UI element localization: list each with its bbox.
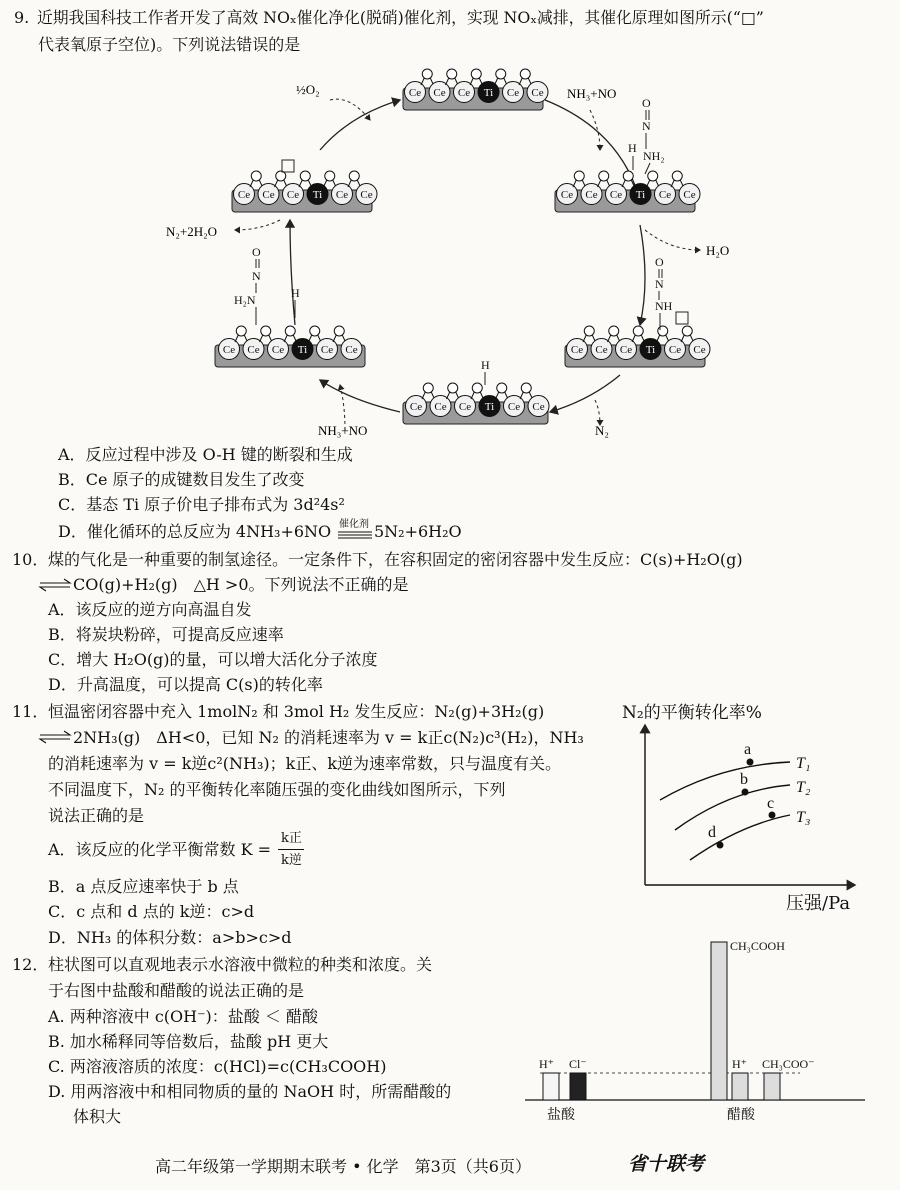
svg-text:H: H [481, 358, 490, 372]
oxygen-atom [251, 171, 261, 181]
o-bond [573, 180, 576, 187]
q12-bar-chart [525, 939, 865, 1123]
oxygen-atom [574, 171, 584, 181]
ce-atom-label: Ce [408, 87, 422, 99]
o-bond [632, 335, 635, 342]
ce-atom-label: Ce [320, 344, 334, 356]
point-a [747, 759, 754, 766]
o-bond [348, 180, 351, 187]
o-bond [333, 335, 336, 342]
ce-atom-label: Ce [609, 189, 623, 201]
q10-number: 10． [12, 550, 49, 569]
o-bond [598, 180, 601, 187]
oxygen-atom [497, 383, 507, 393]
oxygen-atom [300, 171, 310, 181]
ti-atom-label: Ti [645, 344, 656, 356]
svg-text:N: N [252, 269, 261, 283]
oxygen-atom [261, 326, 271, 336]
o-bond [324, 180, 327, 187]
oxygen-atom [423, 383, 433, 393]
bar-label-3: H⁺ [732, 1057, 747, 1071]
ce-atom-label: Ce [409, 401, 423, 413]
oxygen-atom [623, 171, 633, 181]
q11-option-b: B．a 点反应速率快于 b 点 [48, 877, 239, 896]
ce-atom-label: Ce [668, 344, 682, 356]
o-bond [608, 335, 611, 342]
ce-atom-label: Ce [506, 87, 520, 99]
q11-equilibrium-arrow [40, 731, 70, 743]
o-bond [275, 180, 278, 187]
o-bond [446, 78, 449, 85]
q11-graph-xlabel: 压强/Pa [786, 893, 851, 914]
oxygen-atom [521, 383, 531, 393]
label-nh3-no-bottom: NH₃+NO [318, 423, 368, 438]
q10-option-d: D．升高温度，可以提高 C(s)的转化率 [48, 675, 323, 694]
q12-option-c: C. 两溶液溶质的浓度：c(HCl)=c(CH₃COOH) [48, 1057, 387, 1076]
point-c-label: c [767, 795, 775, 812]
q11-number: 11． [12, 702, 49, 721]
q11-graph-ylabel: N₂的平衡转化率% [622, 703, 762, 723]
q9-option-d-prefix: D．催化循环的总反应为 4NH₃+6NO [58, 522, 332, 541]
point-d-label: d [708, 824, 716, 841]
oxygen-atom [236, 326, 246, 336]
svg-text:NH: NH [655, 299, 673, 313]
ti-atom-label: Ti [484, 401, 495, 413]
o-bond [622, 180, 625, 187]
svg-text:O: O [655, 255, 664, 269]
curve-t2-label: T₂ [796, 779, 811, 796]
point-d [717, 842, 724, 849]
bar-label-4: CH₃COO⁻ [762, 1057, 815, 1071]
point-b-label: b [740, 771, 748, 788]
ce-atom-label: Ce [360, 189, 373, 201]
svg-text:O: O [252, 245, 261, 259]
q12-option-a: A. 两种溶液中 c(OH⁻)：盐酸 ＜ 醋酸 [48, 1007, 318, 1026]
svg-text:NH₂: NH₂ [643, 149, 665, 163]
oxygen-atom [472, 383, 482, 393]
ce-atom-label: Ce [560, 189, 574, 201]
o-bond [519, 78, 522, 85]
o-bond [284, 335, 287, 342]
ce-atom-label: Ce [658, 189, 672, 201]
q11-option-a-denominator: k逆 [281, 853, 302, 868]
o-bond [647, 180, 650, 187]
q9-number: 9. [14, 8, 30, 27]
ce-atom-label: Ce [458, 401, 472, 413]
q11-stem-line3: 的消耗速率为 v = k逆c²(NH₃)；k正、k逆为速率常数，只与温度有关。 [48, 754, 562, 773]
svg-text:N: N [655, 277, 664, 291]
bar-4 [764, 1073, 780, 1100]
q9-option-d-condition: 催化剂 [339, 519, 369, 530]
oxygen-atom [648, 171, 658, 181]
o-bond [421, 78, 424, 85]
q9-option-a: A．反应过程中涉及 O-H 键的断裂和生成 [58, 445, 353, 464]
bar-2 [711, 942, 727, 1100]
ce-atom-label: Ce [271, 344, 285, 356]
ce-atom-label: Ce [570, 344, 584, 356]
oxygen-atom [609, 326, 619, 336]
o-bond [422, 392, 425, 399]
o-bond [299, 180, 302, 187]
ce-atom-label: Ce [595, 344, 608, 356]
label-nh3-no-top: NH₃+NO [567, 86, 617, 101]
ce-atom-label: Ce [693, 344, 706, 356]
bar-0 [543, 1073, 559, 1100]
ti-atom-label: Ti [483, 87, 494, 99]
ce-atom-label: Ce [433, 87, 446, 99]
o-bond [260, 335, 263, 342]
group-label-acetic: 醋酸 [727, 1108, 755, 1123]
oxygen-atom [448, 383, 458, 393]
bar-label-2: CH₃COOH [730, 939, 785, 953]
q12-option-d1: D. 用两溶液中和相同物质的量的 NaOH 时，所需醋酸的 [48, 1082, 452, 1101]
oxygen-atom [471, 69, 481, 79]
point-b [742, 789, 749, 796]
o-bond [470, 78, 473, 85]
q9-option-b: B．Ce 原子的成键数目发生了改变 [58, 470, 305, 489]
ce-atom-label: Ce [507, 401, 521, 413]
q12-stem-line2: 于右图中盐酸和醋酸的说法正确的是 [48, 981, 305, 1000]
curve-t3-label: T₃ [796, 809, 811, 826]
oxygen-atom [672, 171, 682, 181]
q9-stem-line2: 代表氧原子空位)。下列说法错误的是 [38, 35, 301, 54]
q12-option-d2: 体积大 [73, 1107, 122, 1126]
ce-atom-label: Ce [532, 401, 545, 413]
q10-stem-line2: CO(g)+H₂(g) △H >0。下列说法不正确的是 [73, 575, 409, 594]
oxygen-atom [658, 326, 668, 336]
bar-3 [732, 1073, 748, 1100]
q9-option-c: C．基态 Ti 原子价电子排布式为 3d²4s² [58, 495, 345, 514]
svg-text:H: H [628, 141, 637, 155]
q11-option-c: C．c 点和 d 点的 k逆：c>d [48, 902, 255, 921]
oxygen-atom [599, 171, 609, 181]
curve-t1-label: T₁ [796, 755, 811, 772]
label-half-o2: ½O₂ [296, 82, 320, 97]
o-bond [657, 335, 660, 342]
o-bond [250, 180, 253, 187]
svg-text:H₂N: H₂N [234, 293, 256, 307]
bar-label-0: H⁺ [539, 1057, 554, 1071]
q10-option-a: A．该反应的逆方向高温自发 [48, 600, 252, 619]
ti-atom-label: Ti [635, 189, 646, 201]
o-bond [496, 392, 499, 399]
adsorbed-species [234, 96, 673, 372]
q10-option-b: B．将炭块粉碎，可提高反应速率 [48, 625, 284, 644]
q12-number: 12． [12, 955, 49, 974]
label-h2o: H₂O [706, 243, 730, 258]
q10-option-c: C．增大 H₂O(g)的量，可以增大活化分子浓度 [48, 650, 378, 669]
ce-atom-label: Ce [434, 401, 447, 413]
ce-atom-label: Ce [531, 87, 544, 99]
ce-atom-label: Ce [286, 189, 300, 201]
ce-atom-label: Ce [585, 189, 598, 201]
oxygen-atom [447, 69, 457, 79]
footer-stamp: 省十联考 [628, 1153, 705, 1175]
point-c [769, 812, 776, 819]
ce-atom-label: Ce [247, 344, 260, 356]
oxygen-atom [310, 326, 320, 336]
oxygen-atom [325, 171, 335, 181]
o-bond [495, 78, 498, 85]
o-bond [583, 335, 586, 342]
q11-stem-line1: 恒温密闭容器中充入 1molN₂ 和 3mol H₂ 发生反应：N₂(g)+3H₂(g) [48, 702, 545, 721]
o-bond [681, 335, 684, 342]
svg-text:H: H [291, 286, 300, 300]
o-bond [520, 392, 523, 399]
ce-atom-label: Ce [619, 344, 633, 356]
label-n2-bottom: N₂ [595, 423, 609, 438]
oxygen-atom [633, 326, 643, 336]
ce-atom-label: Ce [222, 344, 236, 356]
oxygen-atom [422, 69, 432, 79]
svg-text:N: N [642, 119, 651, 133]
o-bond [471, 392, 474, 399]
q11-stem-line5: 说法正确的是 [48, 806, 145, 825]
bar-1 [570, 1073, 586, 1100]
ce-atom-label: Ce [335, 189, 349, 201]
label-n2-2h2o: N₂+2H₂O [166, 224, 218, 239]
q10-stem-line1: 煤的气化是一种重要的制氢途径。一定条件下，在容积固定的密闭容器中发生反应：C(s)+H₂O(g) [48, 550, 743, 569]
q9-option-d-suffix: 5N₂+6H₂O [374, 522, 462, 541]
oxygen-atom [349, 171, 359, 181]
o-bond [671, 180, 674, 187]
q9-stem-line1: 近期我国科技工作者开发了高效 NOₓ催化净化(脱硝)催化剂，实现 NOₓ减排，其催化原理如图所示(“□” [37, 8, 764, 27]
ti-atom-label: Ti [312, 189, 323, 201]
ce-atom-label: Ce [683, 189, 696, 201]
ce-atom-label: Ce [345, 344, 358, 356]
oxygen-atom [496, 69, 506, 79]
q11-option-a-prefix: A．该反应的化学平衡常数 K = [48, 840, 272, 859]
o-bond [447, 392, 450, 399]
o-bond [309, 335, 312, 342]
q11-stem-line2: 2NH₃(g) ΔH<0，已知 N₂ 的消耗速率为 v = k正c(N₂)c³(H₂)，NH₃ [73, 728, 584, 747]
group-label-hcl: 盐酸 [547, 1108, 575, 1123]
q12-option-b: B. 加水稀释同等倍数后，盐酸 pH 更大 [48, 1032, 329, 1051]
point-a-label: a [744, 741, 752, 758]
bar-label-1: Cl⁻ [569, 1057, 587, 1071]
svg-text:O: O [642, 96, 651, 110]
oxygen-atom [285, 326, 295, 336]
q11-stem-line4: 不同温度下，N₂ 的平衡转化率随压强的变化曲线如图所示，下列 [48, 780, 506, 799]
ce-atom-label: Ce [262, 189, 275, 201]
q12-stem-line1: 柱状图可以直观地表示水溶液中微粒的种类和浓度。关 [48, 955, 433, 974]
ti-atom-label: Ti [297, 344, 308, 356]
q11-option-a-numerator: k正 [281, 831, 302, 846]
oxygen-atom [334, 326, 344, 336]
oxygen-atom [584, 326, 594, 336]
footer-text: 高二年级第一学期期末联考 • 化学 第3页（共6页） [155, 1157, 531, 1176]
catalyst-surfaces [215, 88, 705, 424]
q10-equilibrium-arrow [40, 579, 70, 591]
oxygen-atom [682, 326, 692, 336]
ce-atom-label: Ce [237, 189, 251, 201]
oxygen-atom [520, 69, 530, 79]
ce-atom-label: Ce [457, 87, 471, 99]
q11-option-d: D．NH₃ 的体积分数：a>b>c>d [48, 928, 292, 947]
o-bond [235, 335, 238, 342]
